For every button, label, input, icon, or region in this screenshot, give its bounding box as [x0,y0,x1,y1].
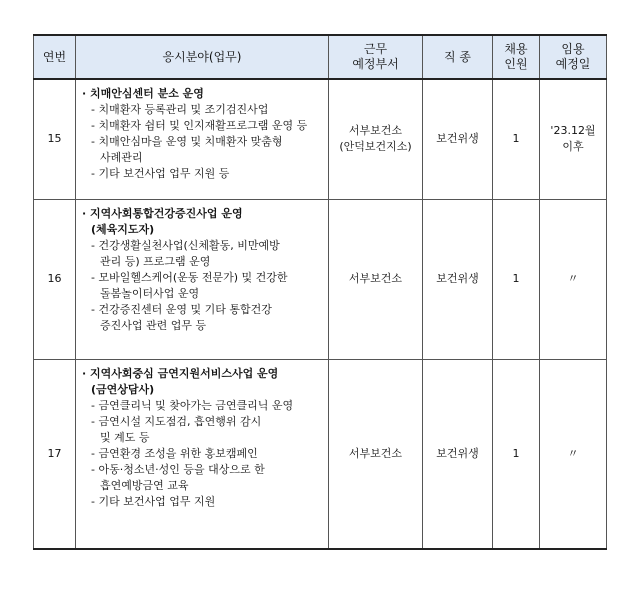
table-header-row [34,35,607,79]
recruitment-table [33,34,607,550]
duty-item-continued: 흡연예방금연 교육 [100,478,189,492]
duty-item: - 건강증진센터 운영 및 기타 통합건강 [91,302,272,316]
duty-item: - 아동·청소년·성인 등을 대상으로 한 [91,462,265,476]
row-hires: 1 [493,79,540,199]
duty-title-role: (체육지도자) [91,222,155,236]
table-row [34,79,607,199]
duty-item: - 금연시설 지도점검, 흡연행위 감시 [91,414,262,428]
row-start: '23.12월 이후 [540,79,607,199]
row-job-type: 보건위생 [423,199,493,359]
row-no: 17 [34,359,76,549]
duty-title: · 치매안심센터 분소 운영 [82,87,204,100]
duty-item-continued: 증진사업 관련 업무 등 [100,318,207,332]
row-no: 16 [34,199,76,359]
row-job-type: 보건위생 [423,79,493,199]
row-dept: 서부보건소 (안덕보건지소) [329,79,423,199]
row-hires: 1 [493,359,540,549]
duty-item: - 기타 보건사업 업무 지원 등 [91,167,230,180]
header-job-type: 직 종 [423,35,493,79]
row-start: 〃 [540,359,607,549]
row-job-type: 보건위생 [423,359,493,549]
row-no: 15 [34,79,76,199]
duty-item-continued: 돌봄놀이터사업 운영 [100,286,200,300]
row-start: 〃 [540,199,607,359]
duty-item: - 기타 보건사업 업무 지원 [91,494,216,508]
header-field: 응시분야(업무) [76,35,329,79]
recruitment-document [33,34,606,550]
duty-item-continued: 관리 등) 프로그램 운영 [100,254,211,268]
duty-title-role: (금연상담사) [91,382,155,396]
row-dept: 서부보건소 [329,359,423,549]
duty-title: · 지역사회통합건강증진사업 운영 [82,206,243,220]
duty-item: - 금연환경 조성을 위한 홍보캠페인 [91,446,258,460]
duties-cell [76,199,329,359]
duty-item: - 건강생활실천사업(신체활동, 비만예방 [91,238,280,252]
row-hires: 1 [493,199,540,359]
duty-item: - 치매환자 등록관리 및 조기검진사업 [91,103,269,116]
duty-item-continued: 및 계도 등 [100,430,150,444]
header-no: 연번 [34,35,76,79]
header-start: 임용 예정일 [540,35,607,79]
duties-cell [76,359,329,549]
header-dept: 근무 예정부서 [329,35,423,79]
duty-item-continued: 사례관리 [100,151,143,164]
duty-item: - 금연클리닉 및 찾아가는 금연클리닉 운영 [91,398,294,412]
row-dept: 서부보건소 [329,199,423,359]
duty-title: · 지역사회중심 금연지원서비스사업 운영 [82,366,279,380]
table-row [34,199,607,359]
duty-item: - 모바일헬스케어(운동 전문가) 및 건강한 [91,270,288,284]
duties-cell [76,79,329,199]
duty-item: - 치매환자 쉼터 및 인지재활프로그램 운영 등 [91,119,308,132]
header-hires: 채용 인원 [493,35,540,79]
table-row [34,359,607,549]
duty-item: - 치매안심마을 운영 및 치매환자 맞춤형 [91,135,283,148]
